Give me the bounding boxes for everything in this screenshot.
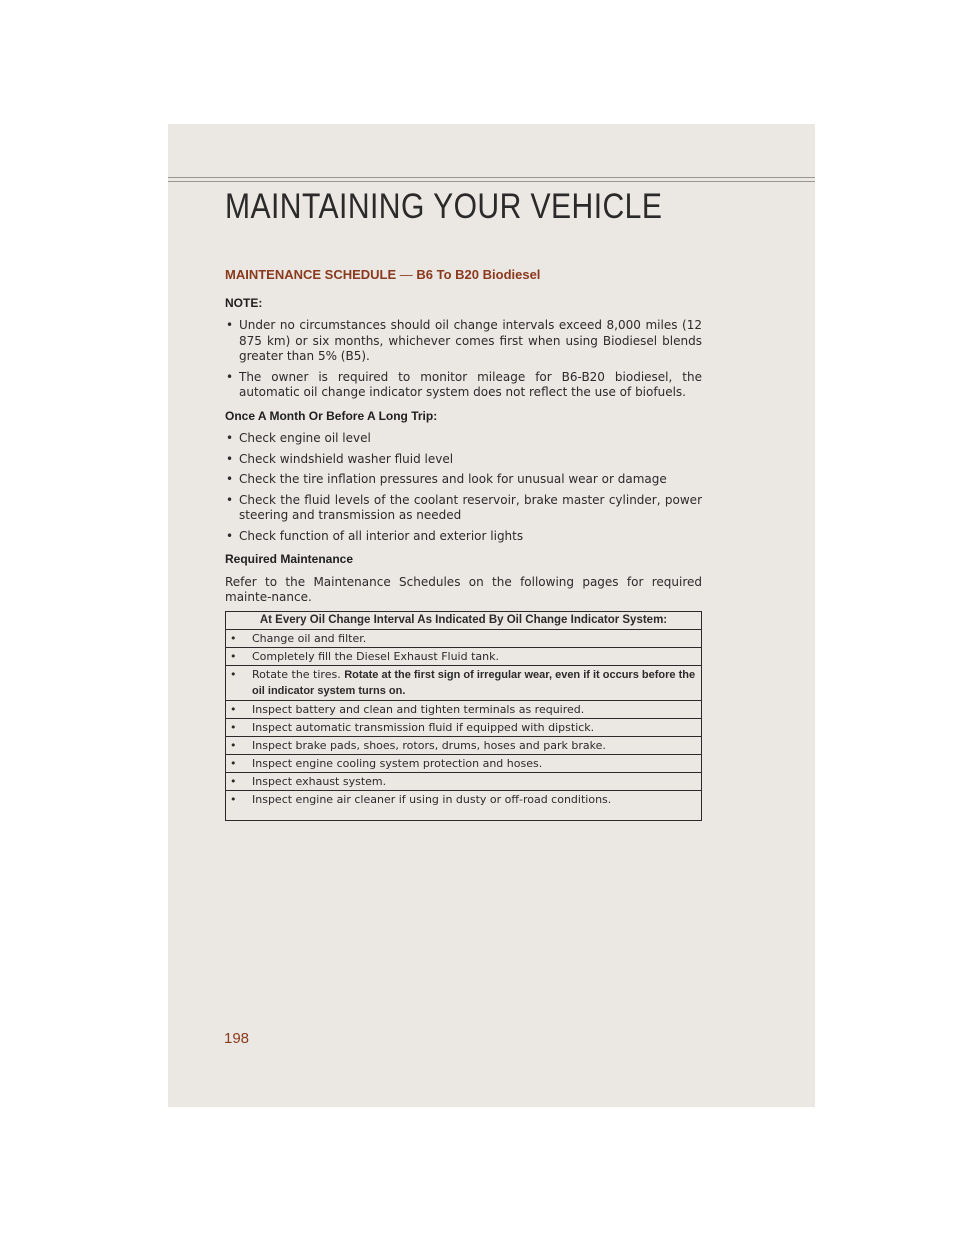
monthly-item-text: Check function of all interior and exterior lights: [239, 528, 524, 543]
table-row: [226, 790, 702, 820]
bullet-icon: •: [226, 736, 253, 754]
list-item: [225, 452, 702, 468]
note-item-text: The owner is required to monitor mileage for B6-B20 biodiesel, the automatic oil change indicator system does not reflect the use of biofuels.: [239, 369, 702, 399]
list-item: [225, 318, 702, 365]
monthly-item-text: Check engine oil level: [239, 431, 371, 445]
bullet-icon: •: [226, 629, 253, 647]
table-row: [226, 718, 702, 736]
monthly-item-text: Check windshield washer fluid level: [239, 451, 454, 466]
bullet-icon: •: [226, 647, 253, 665]
monthly-item-text: Check the fluid levels of the coolant reservoir, brake master cylinder, power steering and transmission as needed: [239, 492, 702, 522]
bullet-icon: •: [226, 718, 253, 736]
note-list: [225, 318, 702, 401]
list-item: [225, 431, 702, 447]
bullet-icon: •: [226, 431, 234, 445]
required-heading: Required Maintenance: [225, 552, 354, 566]
bullet-icon: •: [226, 451, 234, 466]
table-header-row: [226, 611, 702, 629]
bullet-icon: •: [226, 369, 234, 384]
header-rule: [168, 177, 815, 178]
section-title-separator: —: [396, 267, 417, 282]
section-title-sub: B6 To B20 Biodiesel: [416, 267, 541, 282]
table-cell: [252, 665, 702, 700]
required-body: Refer to the Maintenance Schedules on the following pages for required mainte-nance.: [225, 574, 702, 604]
table-cell: Change oil and filter.: [252, 629, 702, 647]
bullet-icon: •: [226, 492, 234, 507]
table-row: [226, 629, 702, 647]
table-cell: Inspect battery and clean and tighten terminals as required.: [252, 700, 702, 718]
bullet-icon: •: [226, 318, 234, 332]
list-item: [225, 472, 702, 488]
table-row: [226, 754, 702, 772]
monthly-list: [225, 431, 702, 544]
bullet-icon: •: [226, 528, 234, 543]
table-cell: Inspect brake pads, shoes, rotors, drums, hoses and park brake.: [252, 736, 702, 754]
table-cell: Inspect automatic transmission fluid if equipped with dipstick.: [252, 718, 702, 736]
list-item: [225, 370, 702, 401]
table-row: [226, 772, 702, 790]
monthly-item-text: Check the tire inflation pressures and look for unusual wear or damage: [239, 472, 667, 486]
monthly-heading: Once A Month Or Before A Long Trip:: [225, 408, 438, 423]
bullet-icon: •: [226, 700, 253, 718]
table-row: [226, 647, 702, 665]
section-title: [225, 267, 702, 283]
bullet-icon: •: [226, 754, 253, 772]
page-content: [225, 267, 702, 821]
bullet-icon: •: [230, 792, 237, 806]
table-row: [226, 700, 702, 718]
table-cell: Inspect exhaust system.: [252, 772, 702, 790]
bullet-icon: •: [226, 472, 234, 486]
table-header: At Every Oil Change Interval As Indicated By Oil Change Indicator System:: [226, 611, 702, 629]
page-number: 198: [224, 1030, 250, 1047]
manual-page: [168, 124, 815, 1107]
table-cell-text: Rotate the tires.: [252, 667, 345, 681]
section-title-main: MAINTENANCE SCHEDULE: [225, 267, 397, 282]
table-row: [226, 736, 702, 754]
maintenance-table: [225, 611, 702, 821]
note-item-text: Under no circumstances should oil change intervals exceed 8,000 miles (12 875 km) or six months, whichever comes first when using Biodiesel blends greater than 5% (B5).: [239, 318, 702, 363]
table-cell-emphasis: Rotate at the first sign of irregular wear, even if it occurs before the oil indicator system turns on.: [252, 668, 696, 697]
bullet-icon: •: [226, 772, 253, 790]
table-cell: Inspect engine cooling system protection and hoses.: [252, 754, 702, 772]
table-cell: Completely fill the Diesel Exhaust Fluid tank.: [252, 647, 702, 665]
table-row: [226, 665, 702, 700]
chapter-title: MAINTAINING YOUR VEHICLE: [225, 187, 663, 226]
list-item: [225, 493, 702, 524]
list-item: [225, 529, 702, 545]
header-rule-secondary: [168, 181, 815, 182]
bullet-icon: •: [226, 665, 253, 700]
note-heading: NOTE:: [225, 295, 263, 310]
table-cell: Inspect engine air cleaner if using in dusty or off-road conditions.: [252, 792, 612, 806]
